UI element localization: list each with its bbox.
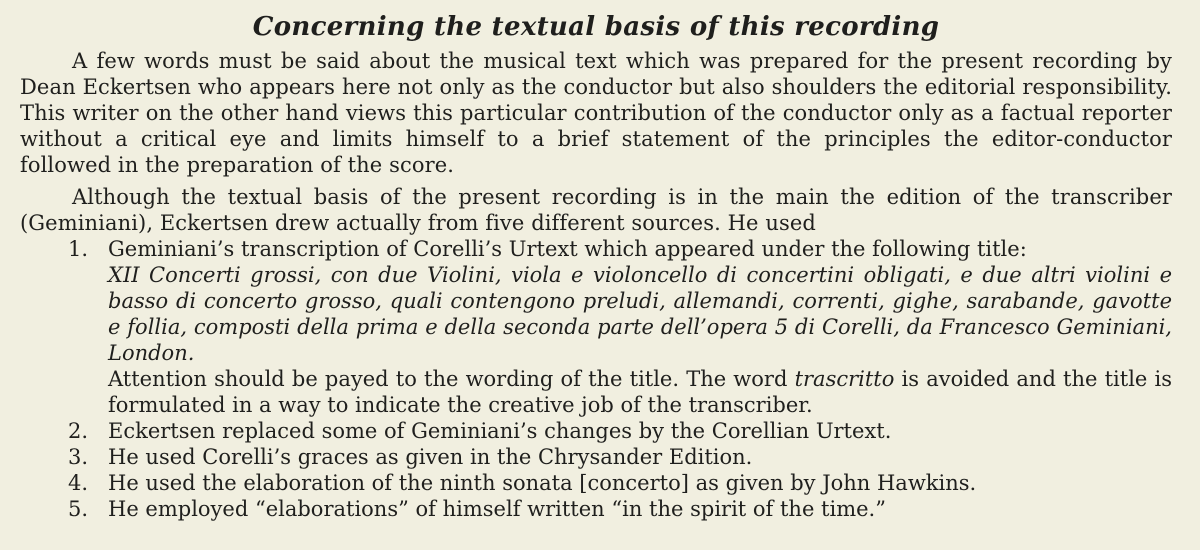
list-item <box>20 236 1172 418</box>
list-item-text: He employed “elaborations” of himself written “in the spirit of the time.” <box>108 497 886 521</box>
list-item <box>20 496 1172 522</box>
page-title: Concerning the textual basis of this recording <box>252 12 940 42</box>
intro-paragraph: A few words must be said about the musical text which was prepared for the present recording by Dean Eckertsen who appears here not only as the conductor but also shoulders the editorial responsibility. This writer on the other hand views this particular contribution of the conductor only as a factual reporter without a critical eye and limits himself to a brief statement of the principles the editor-conductor followed in the preparation of the score. <box>20 49 1172 177</box>
list-number: 1. <box>68 237 89 261</box>
note-text-after: is avoided and the title is formulated in a way to indicate the creative job of the transcriber. <box>108 367 1172 417</box>
list-item <box>20 418 1172 444</box>
list-item-text: He used Corelli’s graces as given in the Chrysander Edition. <box>108 445 753 469</box>
list-number: 2. <box>68 419 89 443</box>
list-item <box>20 444 1172 470</box>
note-text-before: Attention should be payed to the wording of the title. The word <box>108 367 795 391</box>
list-number: 3. <box>68 445 89 469</box>
list-item-text: Eckertsen replaced some of Geminiani’s changes by the Corellian Urtext. <box>108 419 892 443</box>
list-item-text: He used the elaboration of the ninth sonata [concerto] as given by John Hawkins. <box>108 471 977 495</box>
list-number: 5. <box>68 497 89 521</box>
list-item-text: Geminiani’s transcription of Corelli’s Urtext which appeared under the following title: <box>108 237 1027 261</box>
sources-paragraph: Although the textual basis of the present recording is in the main the edition of the transcriber (Geminiani), Eckertsen drew actually from five different sources. He used <box>20 185 1172 235</box>
note-italic-word: trascritto <box>794 367 895 391</box>
list-item <box>20 470 1172 496</box>
italic-edition-title: XII Concerti grossi, con due Violini, viola e violoncello di concertini obligati, e due altri violini e basso di concerto grosso, quali contengono preludi, allemandi, correnti, gighe, sarabande, gavotte e follia, composti della prima e della seconda parte dell’opera 5 di Corelli, da Francesco Geminiani, London. <box>108 263 1172 365</box>
attention-note <box>108 366 1172 418</box>
list-number: 4. <box>68 471 89 495</box>
sources-list <box>20 236 1172 522</box>
